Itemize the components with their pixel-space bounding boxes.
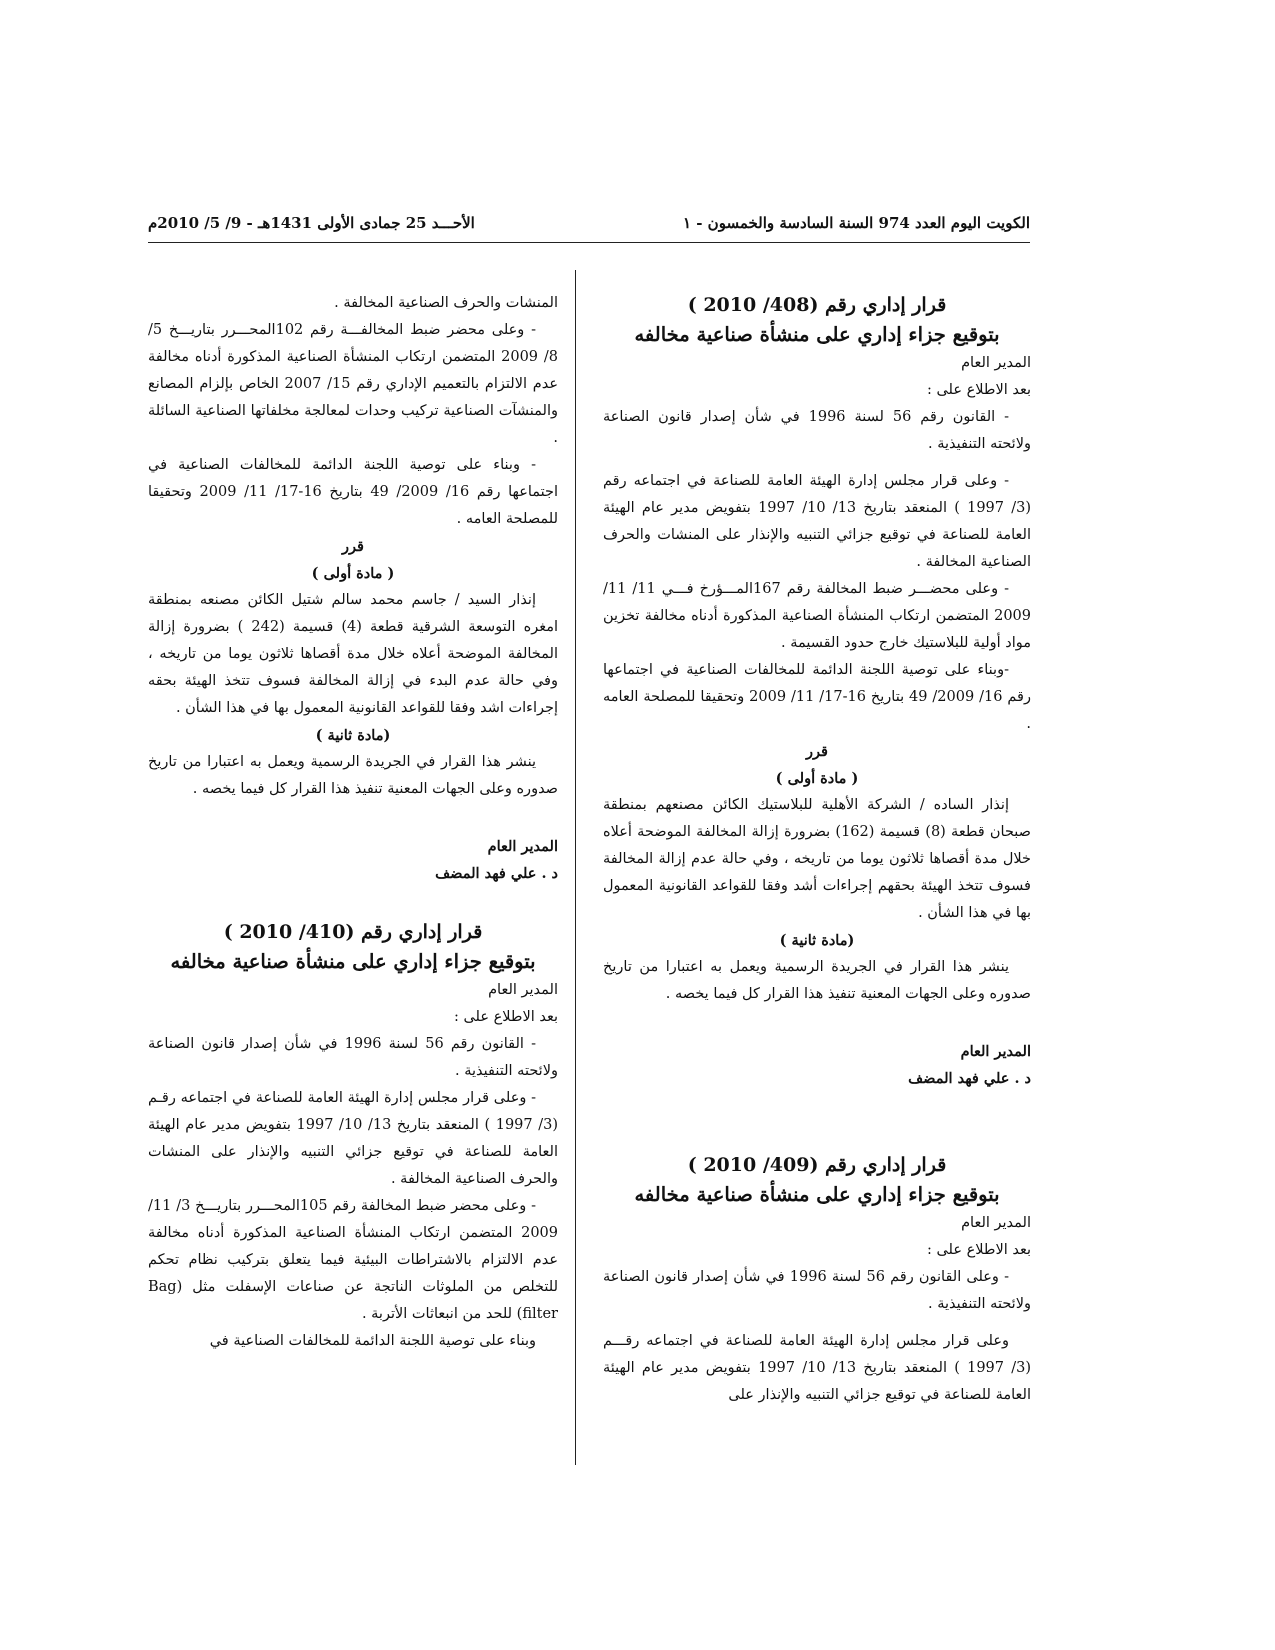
decision-408-signature [603,1038,1031,1092]
continued-text: المنشات والحرف الصناعية المخالفة . [334,295,558,311]
header-issue-info: الكويت اليوم العدد 974 السنة السادسة والخمسون - ١ [682,214,1030,232]
decision-410-law: - القانون رقم 56 لسنة 1996 في شأن إصدار قانون الصناعة ولائحته التنفيذية . [148,1036,558,1079]
decision-408-recommendation: -وبناء على توصية اللجنة الدائمة للمخالفات الصناعية في اجتماعها رقم 16/ 2009/ 49 بتاريخ 16-17/ 11/ 2009 وتحقيقا للمصلحة العامه . [603,662,1031,732]
decision-408-intro: بعد الاطلاع على : [926,382,1031,398]
column-divider [575,270,576,1465]
decision-409-intro: بعد الاطلاع على : [926,1242,1031,1258]
decision-410-subtitle: بتوقيع جزاء إداري على منشأة صناعية مخالفه [170,950,536,973]
decision-410-director: المدير العام [488,982,558,998]
decision-408-violation-report: - وعلى محضـــر ضبط المخالفة رقم 167المـــؤرخ فـــي 11/ 11/ 2009 المتضمن ارتكاب المنشأة الصناعية المذكورة أدناه مخالفة تخزين مواد أولية للبلاستيك خارج حدود القسيمة . [603,581,1031,651]
decision-408 [603,290,1031,1092]
decision-409-subtitle: بتوقيع جزاء إداري على منشأة صناعية مخالفه [634,1183,1000,1206]
signature-title: المدير العام [960,1043,1031,1060]
decision-408-article1: إنذار الساده / الشركة الأهلية للبلاستيك الكائن مصنعهم بمنطقة صبحان قطعة (8) قسيمة (162) بضرورة إزالة المخالفة الموضحة أعلاه خلال مدة أقصاها ثلاثون يوما من تاريخه ، وفي حالة عدم إزالة المخالفة فسوف تتخذ الهيئة بحقهم إجراءات أشد وفقا للقواعد القانونية المعمول بها في هذا الشأن . [603,797,1031,921]
decision-410-violation-report: - وعلى محضر ضبط المخالفة رقم 105المحـــرر بتاريـــخ 3/ 11/ 2009 المتضمن ارتكاب المنشأة الصناعية المذكورة أدناه مخالفة عدم الالتزام بالاشتراطات البيئية فيما يتعلق بتركيب نظام تحكم للتخلص من الملوثات الناتجة عن صناعات الإسفلت مثل (Bag filter) للحد من انبعاثات الأتربة . [148,1198,558,1322]
left-article1-title: ( مادة أولى ) [311,565,395,582]
decision-408-title: قرار إداري رقم (408/ 2010 ) [687,294,947,316]
left-decided: قرر [342,538,364,555]
decision-408-subtitle: بتوقيع جزاء إداري على منشأة صناعية مخالفه [634,323,1000,346]
right-column [603,290,1031,1409]
header-date: الأحـــد 25 جمادى الأولى 1431هـ - 9/ 5/ 2010م [148,214,475,232]
decision-408-board-decision: - وعلى قرار مجلس إدارة الهيئة العامة للصناعة في اجتماعه رقم (3/ 1997 ) المنعقد بتاريخ 13/ 10/ 1997 بتفويض مدير عام الهيئة العامة للصناعة في توقيع جزائي التنبيه والإنذار على المنشات والحرف الصناعية المخالفة . [603,473,1032,570]
decision-410-title: قرار إداري رقم (410/ 2010 ) [223,921,483,943]
decision-410-intro: بعد الاطلاع على : [453,1009,558,1025]
left-violation-report: - وعلى محضر ضبط المخالفـــة رقم 102المحـــرر بتاريـــخ 5/ 8/ 2009 المتضمن ارتكاب المنشأة الصناعية المذكورة أدناه مخالفة عدم الالتزام بالتعميم الإداري رقم 15/ 2007 الخاص بإلزام المصانع والمنشآت الصناعية تركيب وحدات لمعالجة مخلفاتها الصناعية السائلة . [148,322,559,446]
left-recommendation: - وبناء على توصية اللجنة الدائمة للمخالفات الصناعية في اجتماعها رقم 16/ 2009/ 49 بتاريخ 16-17/ 11/ 2009 وتحقيقا للمصلحة العامه . [148,457,559,527]
decision-409 [603,1150,1031,1409]
signature-name: د . علي فهد المضف [908,1070,1031,1087]
decision-410-recommendation: وبناء على توصية اللجنة الدائمة للمخالفات الصناعية في [209,1333,536,1349]
left-article2: ينشر هذا القرار في الجريدة الرسمية ويعمل به اعتبارا من تاريخ صدوره وعلى الجهات المعنية تنفيذ هذا القرار كل فيما يخصه . [148,754,558,797]
page-header [148,212,1030,243]
decision-410 [148,917,558,1355]
decision-408-article2-title: (مادة ثانية ) [779,932,855,949]
signature-name: د . علي فهد المضف [435,865,558,882]
decision-408-article1-title: ( مادة أولى ) [775,770,859,787]
decision-408-article2: ينشر هذا القرار في الجريدة الرسمية ويعمل به اعتبارا من تاريخ صدوره وعلى الجهات المعنية تنفيذ هذا القرار كل فيما يخصه . [603,959,1031,1002]
decision-409-title: قرار إداري رقم (409/ 2010 ) [687,1154,947,1176]
decision-409-board-decision: وعلى قرار مجلس إدارة الهيئة العامة للصناعة في اجتماعه رقـــم (3/ 1997 ) المنعقد بتاريخ 13/ 10/ 1997 بتفويض مدير عام الهيئة العامة للصناعة في توقيع جزائي التنبيه والإنذار على [603,1333,1032,1403]
decision-409-law: - وعلى القانون رقم 56 لسنة 1996 في شأن إصدار قانون الصناعة ولائحته التنفيذية . [603,1269,1031,1312]
left-article2-title: (مادة ثانية ) [315,727,391,744]
left-column [148,290,558,1355]
left-article1: إنذار السيد / جاسم محمد سالم شتيل الكائن مصنعه بمنطقة امغره التوسعة الشرقية قطعة (4) قسيمة (242 ) بضرورة إزالة المخالفة الموضحة أعلاه خلال مدة أقصاها ثلاثون يوما من تاريخه ، وفي حالة عدم البدء في إزالة المخالفة فسوف تتخذ الهيئة بحقه إجراءات اشد وفقا للقواعد القانونية المعمول بها في هذا الشأن . [148,592,558,716]
decision-408-law: - القانون رقم 56 لسنة 1996 في شأن إصدار قانون الصناعة ولائحته التنفيذية . [603,409,1031,452]
decision-408-director: المدير العام [961,355,1031,371]
decision-408-decided: قرر [806,743,828,760]
decision-407-continued [148,290,558,887]
decision-410-board-decision: - وعلى قرار مجلس إدارة الهيئة العامة للصناعة في اجتماعه رقـم (3/ 1997 ) المنعقد بتاريخ 13/ 10/ 1997 بتفويض مدير عام الهيئة العامة للصناعة في توقيع جزائي التنبيه والإنذار على المنشات والحرف الصناعية المخالفة . [148,1090,559,1187]
signature-title: المدير العام [487,838,558,855]
left-signature [148,833,558,887]
decision-409-director: المدير العام [961,1215,1031,1231]
